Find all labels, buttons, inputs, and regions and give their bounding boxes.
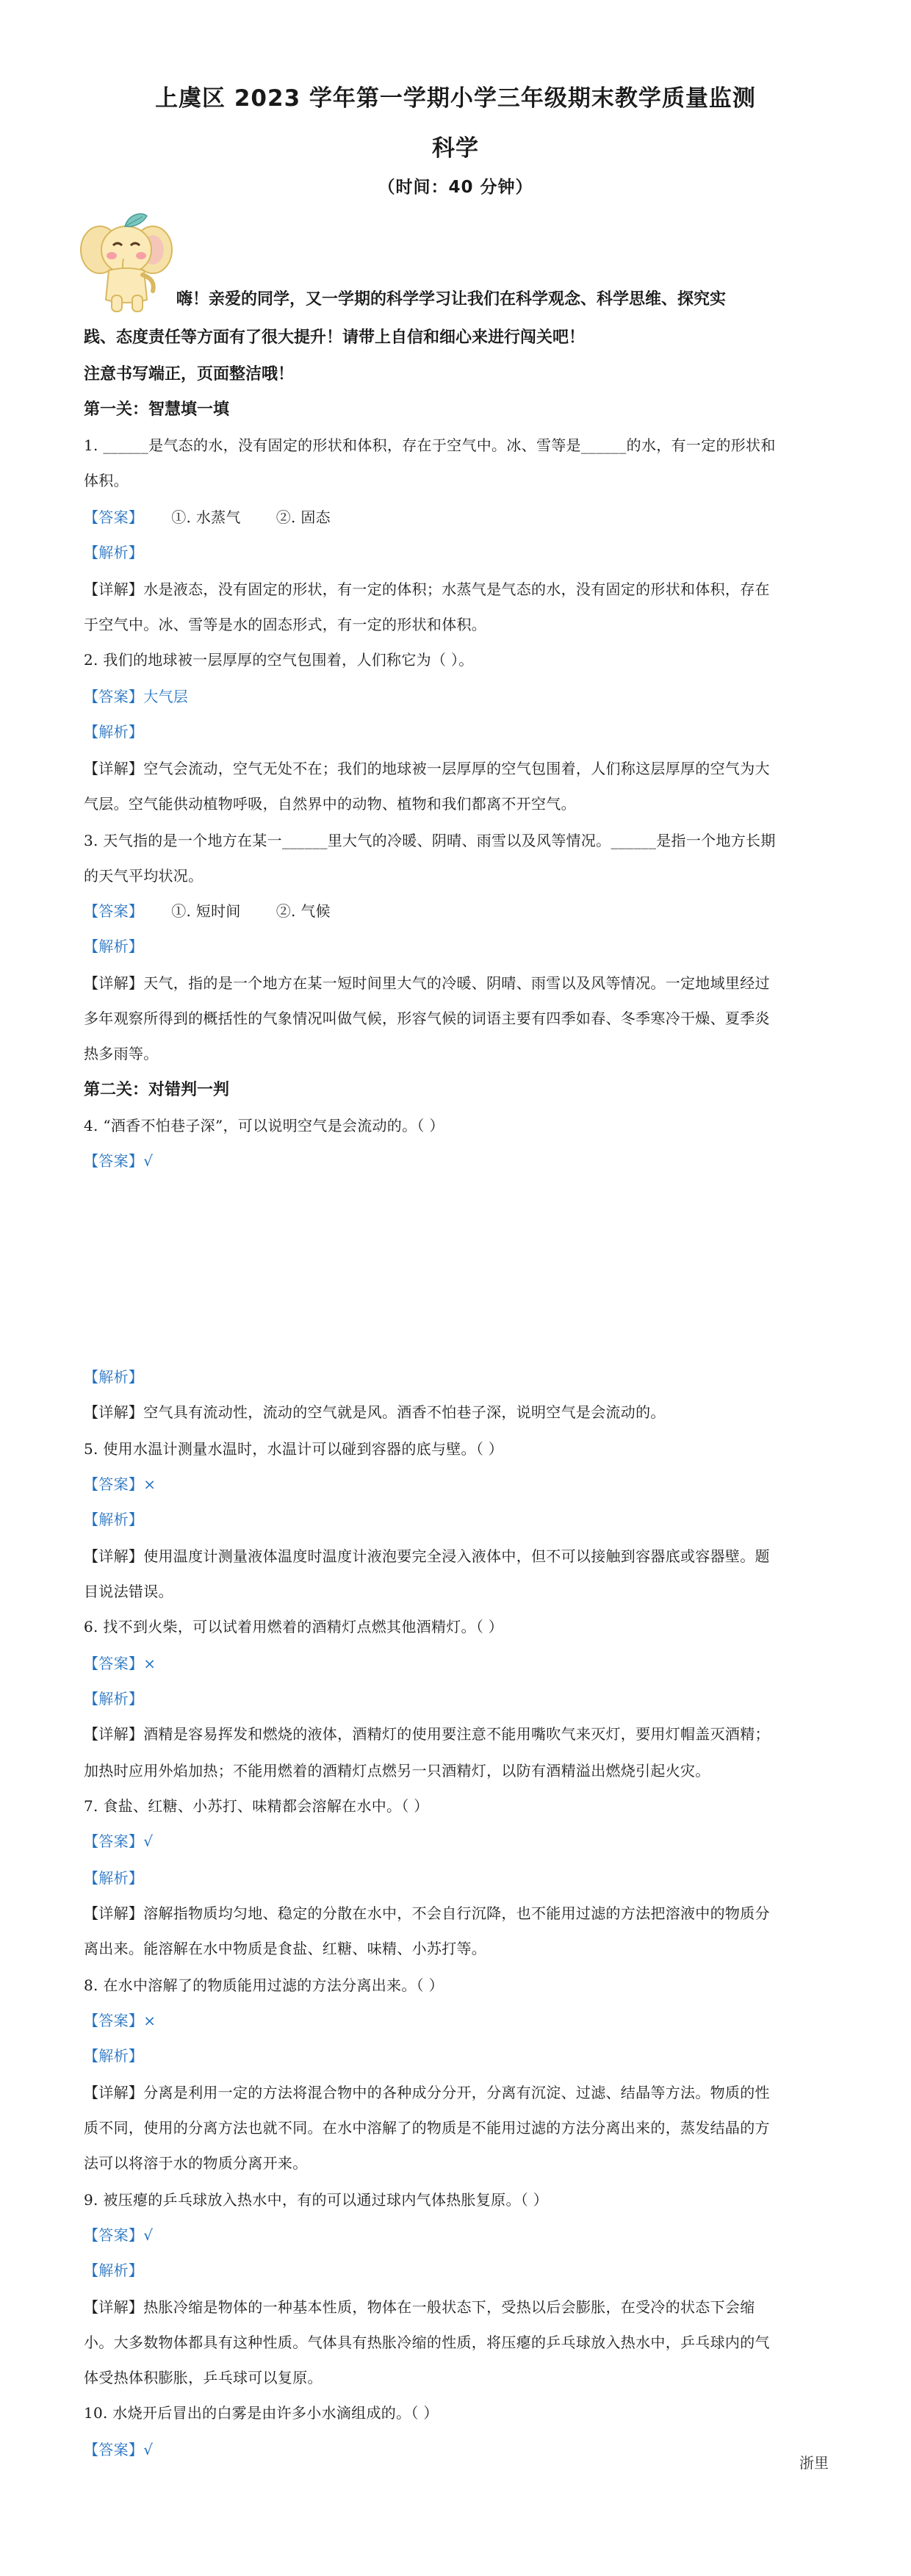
q8-detail: 【详解】分离是利用一定的方法将混合物中的各种成分分开，分离有沉淀、过滤、结晶等方法。物质的性: [84, 2084, 770, 2101]
q5-detail: 目说法错误。: [84, 1583, 173, 1600]
q7-answer: 【答案】√: [84, 1832, 154, 1850]
q2-analysis-label: 【解析】: [84, 723, 144, 741]
q1-analysis-label: 【解析】: [84, 544, 144, 561]
q1-detail: 【详解】水是液态，没有固定的形状，有一定的体积；水蒸气是气态的水，没有固定的形状和体积，存在: [84, 580, 770, 598]
intro-line-3: 注意书写端正，页面整洁哦！: [84, 365, 295, 384]
q3-analysis-label: 【解析】: [84, 938, 144, 955]
answer-option: ②. 气候: [276, 902, 331, 920]
q9-analysis-label: 【解析】: [84, 2262, 144, 2279]
q6-detail: 加热时应用外焰加热；不能用燃着的酒精灯点燃另一只酒精灯，以防有酒精溢出燃烧引起火灾。: [84, 1762, 710, 1780]
q3-detail: 热多雨等。: [84, 1045, 159, 1062]
q2-answer: 【答案】大气层: [84, 688, 189, 705]
q9-detail: 【详解】热胀冷缩是物体的一种基本性质，物体在一般状态下，受热以后会膨胀，在受冷的状态下会缩: [84, 2298, 755, 2316]
answer-option: ①. 短时间: [171, 902, 241, 920]
q7-analysis-label: 【解析】: [84, 1869, 144, 1887]
q4-answer: 【答案】√: [84, 1152, 154, 1170]
intro-line-1: 嗨！亲爱的同学，又一学期的科学学习让我们在科学观念、科学思维、探究实: [176, 290, 727, 309]
q1-text: 体积。: [84, 472, 129, 489]
q9-detail: 体受热体积膨胀，乒乓球可以复原。: [84, 2369, 323, 2386]
answer-label: 【答案】: [84, 902, 144, 920]
section-1-title: 第一关：智慧填一填: [84, 400, 230, 419]
answer-option: ②. 固态: [276, 508, 331, 526]
q6-text: 6. 找不到火柴，可以试着用燃着的酒精灯点燃其他酒精灯。（ ）: [84, 1618, 504, 1636]
q1-detail: 于空气中。冰、雪等是水的固态形式，有一定的形状和体积。: [84, 616, 487, 633]
intro-line-2: 践、态度责任等方面有了很大提升！请带上自信和细心来进行闯关吧！: [84, 328, 586, 347]
q5-analysis-label: 【解析】: [84, 1511, 144, 1528]
elephant-mascot-illustration: [79, 207, 173, 317]
q2-detail: 气层。空气能供动植物呼吸，自然界中的动物、植物和我们都离不开空气。: [84, 795, 576, 813]
q3-text: 的天气平均状况。: [84, 867, 204, 885]
q3-text: 3. 天气指的是一个地方在某一______里大气的冷暖、阴晴、雨雪以及风等情况。______是指一个地方长期: [84, 832, 776, 849]
q6-analysis-label: 【解析】: [84, 1690, 144, 1708]
answer-label: 【答案】: [84, 508, 144, 526]
q2-text: 2. 我们的地球被一层厚厚的空气包围着，人们称它为（ ）。: [84, 651, 474, 669]
time-limit: （时间：40 分钟）: [378, 178, 533, 197]
q4-analysis-label: 【解析】: [84, 1368, 144, 1386]
q1-text: 1. ______是气态的水，没有固定的形状和体积，存在于空气中。冰、雪等是______的水，有一定的形状和: [84, 436, 776, 454]
q7-detail: 【详解】溶解指物质均匀地、稳定的分散在水中，不会自行沉降，也不能用过滤的方法把溶液中的物质分: [84, 1904, 770, 1922]
q2-detail: 【详解】空气会流动，空气无处不在；我们的地球被一层厚厚的空气包围着，人们称这层厚厚的空气为大: [84, 760, 770, 777]
q6-answer: 【答案】×: [84, 1655, 156, 1672]
q5-text: 5. 使用水温计测量水温时，水温计可以碰到容器的底与壁。（ ）: [84, 1440, 504, 1458]
q8-analysis-label: 【解析】: [84, 2047, 144, 2065]
q9-detail: 小。大多数物体都具有这种性质。气体具有热胀冷缩的性质，将压瘪的乒乓球放入热水中，乒乓球内的气: [84, 2334, 770, 2351]
q6-detail: 【详解】酒精是容易挥发和燃烧的液体，酒精灯的使用要注意不能用嘴吹气来灭灯，要用灯帽盖灭酒精；: [84, 1725, 770, 1743]
q8-detail: 质不同，使用的分离方法也就不同。在水中溶解了的物质是不能用过滤的方法分离出来的，蒸发结晶的方: [84, 2119, 770, 2137]
q1-answer: [84, 506, 331, 527]
q3-detail: 多年观察所得到的概括性的气象情况叫做气候，形容气候的词语主要有四季如春、冬季寒冷干燥、夏季炎: [84, 1010, 770, 1027]
q8-detail: 法可以将溶于水的物质分离开来。: [84, 2154, 308, 2172]
q10-text: 10. 水烧开后冒出的白雾是由许多小水滴组成的。（ ）: [84, 2404, 439, 2422]
page-footer: 浙里: [799, 2454, 829, 2472]
exam-title: 上虞区 2023 学年第一学期小学三年级期末教学质量监测: [155, 85, 756, 112]
q3-answer: [84, 899, 331, 921]
section-2-title: 第二关：对错判一判: [84, 1081, 230, 1099]
q3-detail: 【详解】天气，指的是一个地方在某一短时间里大气的冷暖、阴晴、雨雪以及风等情况。一定地域里经过: [84, 974, 770, 992]
q10-answer: 【答案】√: [84, 2441, 154, 2458]
q7-text: 7. 食盐、红糖、小苏打、味精都会溶解在水中。（ ）: [84, 1797, 429, 1815]
q4-text: 4. “酒香不怕巷子深”，可以说明空气是会流动的。（ ）: [84, 1117, 444, 1134]
q5-detail: 【详解】使用温度计测量液体温度时温度计液泡要完全浸入液体中，但不可以接触到容器底或容器壁。题: [84, 1547, 770, 1565]
q7-detail: 离出来。能溶解在水中物质是食盐、红糖、味精、小苏打等。: [84, 1940, 487, 1957]
q8-text: 8. 在水中溶解了的物质能用过滤的方法分离出来。（ ）: [84, 1976, 444, 1994]
q4-detail: 【详解】空气具有流动性，流动的空气就是风。酒香不怕巷子深，说明空气是会流动的。: [84, 1403, 666, 1421]
answer-option: ①. 水蒸气: [171, 508, 241, 526]
q9-answer: 【答案】√: [84, 2226, 154, 2244]
q5-answer: 【答案】×: [84, 1475, 156, 1493]
q8-answer: 【答案】×: [84, 2012, 156, 2029]
q9-text: 9. 被压瘪的乒乓球放入热水中，有的可以通过球内气体热胀复原。（ ）: [84, 2191, 548, 2209]
subject-title: 科学: [432, 135, 479, 162]
